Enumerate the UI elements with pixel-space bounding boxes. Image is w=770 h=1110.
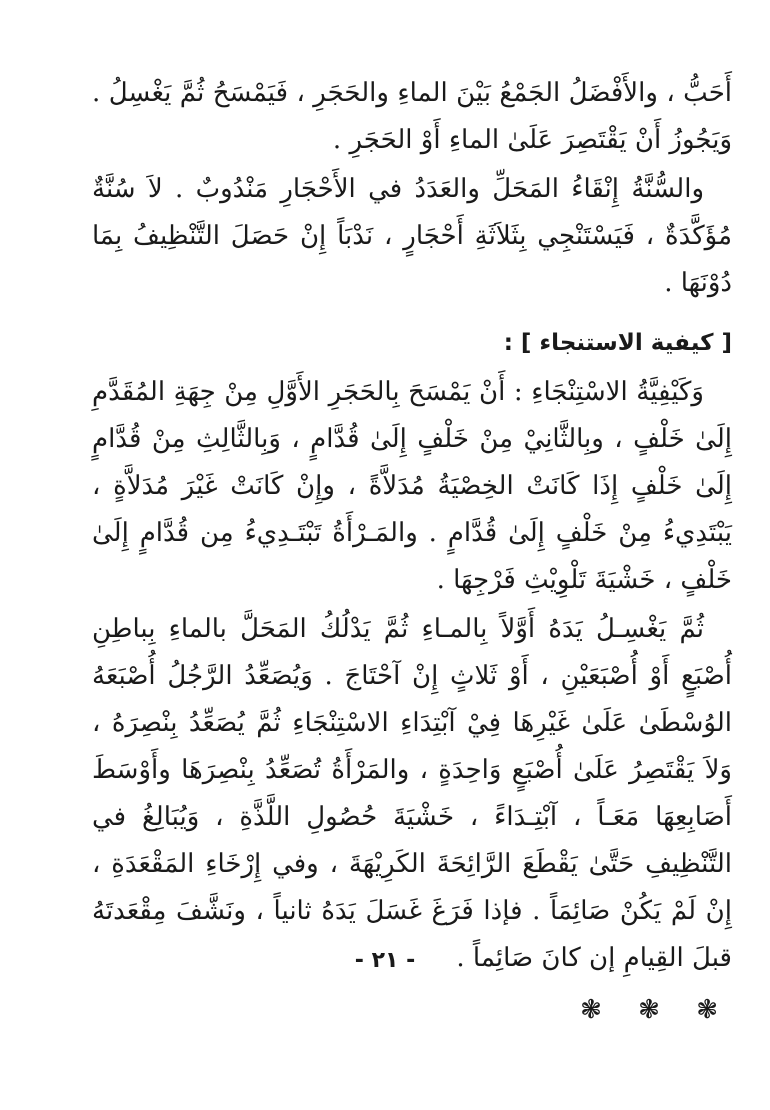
section-ornament <box>92 990 732 1030</box>
paragraph-sunnah: والسُّنَّةُ إِنْقَاءُ المَحَلِّ والعَدَدُ في الأَحْجَارِ مَنْدُوبٌ . لاَ سُنَّةٌ مُؤَكَّدَةٌ ، فَيَسْتَنْجِي بِثَلاَثَةِ أَحْجَارٍ ، نَدْبَاً إِنْ حَصَلَ التَّنْظِيفُ بِمَا دُوْنَهَا . <box>92 174 732 298</box>
paragraph-method: وَكَيْفِيَّةُ الاسْتِنْجَاءِ : أَنْ يَمْسَحَ بِالحَجَرِ الأَوَّلِ مِنْ جِهَةِ المُقَدَّمِ إِلَىٰ خَلْفٍ ، وبِالثَّانِيْ مِنْ خَلْفٍ إِلَىٰ قُدَّامٍ ، وَبِالثَّالِثِ مِنْ قُدَّامٍ إِلَىٰ خَلْفٍ إِذَا كَانَتْ الخِصْيَةُ مُدَلاَّةً ، وإِنْ كَانَتْ غَيْرَ مُدَلاَّةٍ ، يَبْتَدِيءُ مِنْ خَلْفٍ إِلَىٰ قُدَّامٍ . والمَـرْأَةُ تَبْتَـدِيءُ مِن قُدَّامٍ إِلَىٰ خَلْفٍ ، خَشْيَةَ تَلْوِيْثِ فَرْجِهَا . <box>92 377 732 595</box>
ornament-flower-icon: ❃ <box>638 995 660 1025</box>
ornament-flower-icon: ❃ <box>696 995 718 1025</box>
section-heading: [ كيفية الاستنجاء ] : <box>503 330 732 356</box>
paragraph-continuation: أَحَبُّ ، والأَفْضَلُ الجَمْعُ بَيْنَ الماءِ والحَجَرِ ، فَيَمْسَحُ ثُمَّ يَغْسِلُ . وَيَجُوزُ أَنْ يَقْتَصِرَ عَلَىٰ الماءِ أَوْ الحَجَرِ . <box>92 78 732 155</box>
ornament-flower-icon: ❃ <box>580 995 602 1025</box>
document-page <box>92 70 732 1070</box>
paragraph-washing: ثُمَّ يَغْسِـلُ يَدَهُ أَوَّلاً بِالمـاءِ ثُمَّ يَدْلُكُ المَحَلَّ بالماءِ بِباطِنِ أُصْبَعٍ أَوْ أُصْبَعَيْنِ ، أَوْ ثَلاثٍ إِنْ آحْتَاجَ . وَيُصَعِّدُ الرَّجُلُ أُصْبَعَهُ الوُسْطَىٰ عَلَىٰ غَيْرِهَا فِيْ آبْتِدَاءِ الاسْتِنْجَاءِ ثُمَّ يُصَعِّدُ بِنْصِرَهُ ، وَلاَ يَقْتَصِرُ عَلَىٰ أُصْبَعٍ وَاحِدَةٍ ، والمَرْأَةُ تُصَعِّدُ بِنْصِرَهَا وأَوْسَطَ أَصَابِعِهَا مَعَـاً ، آبْتِـدَاءً ، خَشْيَةَ حُصُولِ اللَّذَّةِ ، وَيُبَالِغُ في التَّنْظِيفِ حَتَّىٰ يَقْطَعَ الرَّائِحَةَ الكَرِيْهَةَ ، وفي إِرْخَاءِ المَقْعَدَةِ ، إِنْ لَمْ يَكُنْ صَائِمَاً . فإذا فَرَغَ غَسَلَ يَدَهُ ثانياً ، ونَشَّفَ مِقْعَدتَهُ قبلَ القِيامِ إن كانَ صَائِماً . <box>92 614 732 973</box>
page-number: - ٢١ - <box>354 948 416 973</box>
